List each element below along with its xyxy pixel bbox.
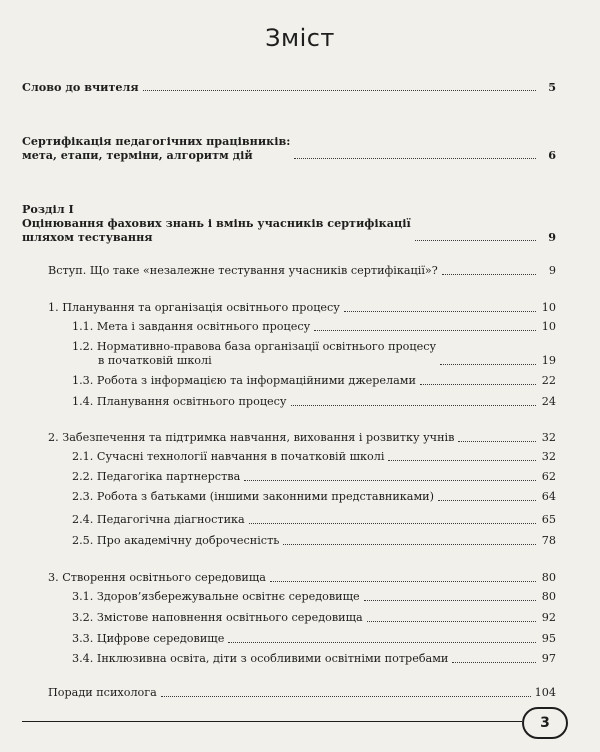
toc-entry-title: 2.5. Про академічну доброчесність [72,534,280,547]
toc-entry-title: 3.4. Інклюзивна освіта, діти з особливими освітніми потребами [72,652,449,665]
toc-entry-title: Оцінювання фахових знань і вмінь учасників сертифікації [22,216,411,230]
toc-entry-title-cont: мета, етапи, терміни, алгоритм дій [22,148,253,162]
toc-entry[interactable] [72,652,556,666]
leader-dots [367,621,536,622]
page-number-badge: 3 [522,707,568,739]
toc-entry-title-cont: в початковій школі [98,354,212,367]
toc-entry-title-cont: шляхом тестування [22,230,153,244]
toc-entry[interactable] [22,134,556,162]
toc-entry[interactable] [72,632,556,646]
toc-entry-title: 2.2. Педагогіка партнерства [72,470,241,483]
leader-dots [420,384,536,385]
toc-entry-page: 6 [548,148,556,162]
toc-entry[interactable] [72,320,556,334]
toc-entry-page: 22 [541,374,556,387]
toc-entry-page: 64 [541,490,556,503]
leader-dots [440,364,536,365]
leader-dots [270,581,536,582]
toc-entry-page: 9 [548,264,556,277]
toc-entry-title: 2.3. Робота з батьками (іншими законними представниками) [72,490,434,503]
leader-dots [294,158,536,159]
toc-entry-page: 92 [541,611,556,624]
toc-entry-title: 2.4. Педагогічна діагностика [72,513,245,526]
toc-entry-title: 1.4. Планування освітнього процесу [72,395,287,408]
toc-entry-title: Слово до вчителя [22,80,139,94]
toc-entry-title: 2.1. Сучасні технології навчання в початковій школі [72,450,385,463]
leader-dots [388,460,536,461]
leader-dots [249,523,536,524]
leader-dots [244,480,536,481]
toc-entry[interactable] [72,395,556,409]
toc-entry-title: 1.2. Нормативно-правова база організації освітнього процесу [72,340,437,353]
leader-dots [415,240,536,241]
toc-entry[interactable] [72,470,556,484]
toc-entry-page: 62 [541,470,556,483]
toc-entry-page: 80 [541,590,556,603]
toc-entry[interactable] [72,340,556,368]
toc-entry-title: Вступ. Що таке «незалежне тестування учасників сертифікації»? [48,264,438,277]
toc-entry[interactable] [48,264,556,278]
toc-entry-page: 95 [541,632,556,645]
leader-dots [314,330,536,331]
toc-entry-title: 3.1. Здоров’язбережувальне освітнє середовище [72,590,360,603]
leader-dots [344,311,536,312]
toc-entry-title: 1. Планування та організація освітнього процесу [48,301,340,314]
toc-entry-title: 1.3. Робота з інформацією та інформаційними джерелами [72,374,416,387]
footer-rule [22,721,522,722]
toc-entry-title: 3.3. Цифрове середовище [72,632,225,645]
toc-entry[interactable] [72,590,556,604]
toc-entry-page: 9 [548,230,556,244]
toc-entry-page: 10 [541,320,556,333]
toc-entry-page: 32 [541,450,556,463]
toc-entry-page: 10 [541,301,556,314]
toc-entry-page: 32 [541,431,556,444]
leader-dots [291,405,537,406]
section-label: Розділ І [22,202,74,216]
toc-entry-page: 19 [541,354,556,367]
toc-entry-page: 97 [541,652,556,665]
leader-dots [438,500,536,501]
leader-dots [283,544,536,545]
toc-entry[interactable] [72,611,556,625]
leader-dots [458,441,536,442]
toc-entry-page: 65 [541,513,556,526]
toc-entry-title: 3.2. Змістове наповнення освітнього середовища [72,611,363,624]
toc-entry-page: 104 [534,686,556,699]
toc-entry-title: 2. Забезпечення та підтримка навчання, виховання і розвитку учнів [48,431,455,444]
leader-dots [364,600,536,601]
leader-dots [442,274,536,275]
leader-dots [143,90,536,91]
toc-entry-page: 78 [541,534,556,547]
leader-dots [161,696,531,697]
leader-dots [228,642,536,643]
toc-entry[interactable] [72,374,556,388]
toc-entry[interactable] [72,450,556,464]
toc-entry[interactable] [48,686,556,700]
toc-entry[interactable] [48,431,556,445]
toc-entry-page: 24 [541,395,556,408]
toc-entry[interactable] [48,301,556,315]
toc-entry-title: 1.1. Мета і завдання освітнього процесу [72,320,311,333]
toc-entry-title: Сертифікація педагогічних працівників: [22,134,291,148]
toc-entry[interactable] [22,80,556,94]
leader-dots [452,662,536,663]
toc-entry-title: 3. Створення освітнього середовища [48,571,266,584]
page-title: Зміст [265,24,335,52]
toc-entry[interactable] [48,571,556,585]
toc-entry[interactable] [72,513,556,527]
toc-entry-title: Поради психолога [48,686,157,699]
toc-entry[interactable] [72,534,556,548]
toc-entry-page: 80 [541,571,556,584]
toc-entry[interactable] [72,490,556,504]
toc-entry[interactable] [22,202,556,244]
toc-entry-page: 5 [548,80,556,94]
